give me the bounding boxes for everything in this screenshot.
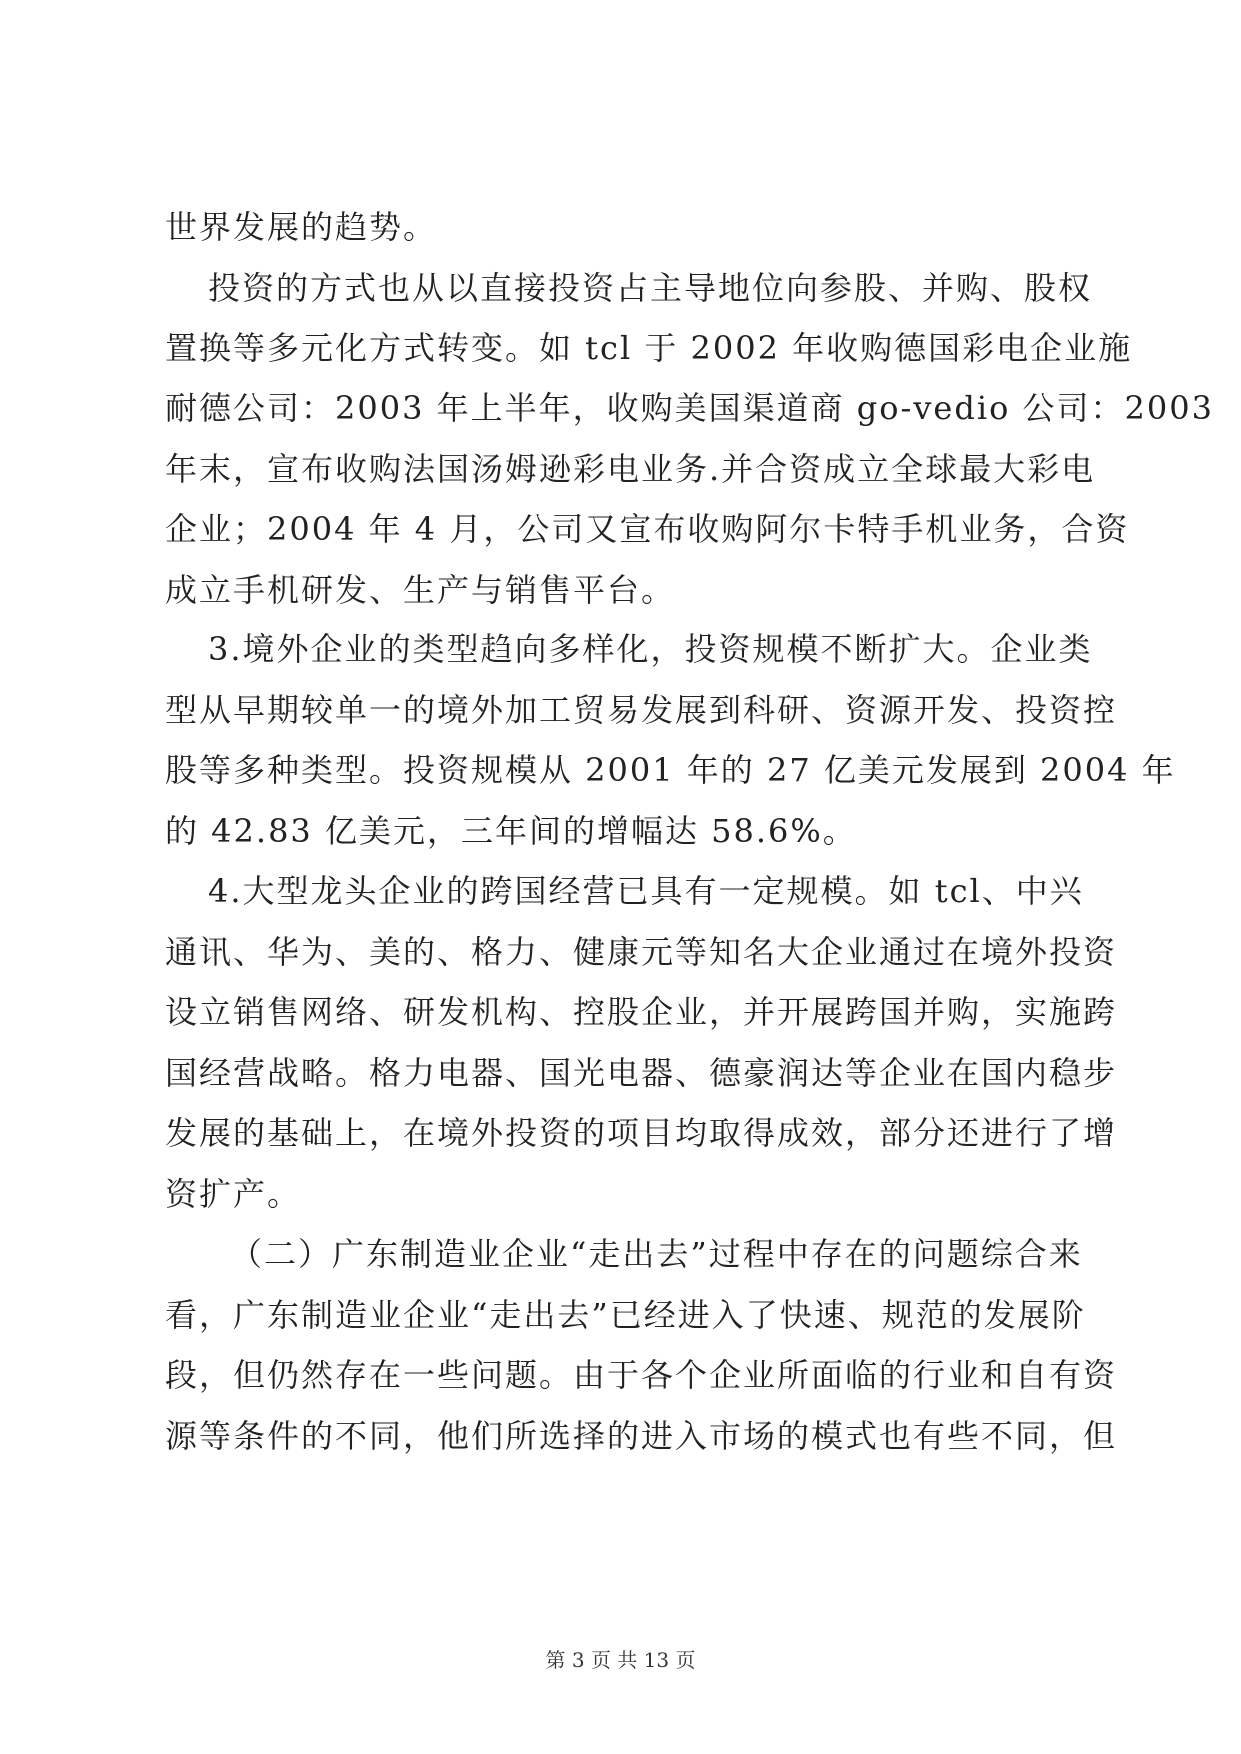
paragraph-first-line: 4.大型龙头企业的跨国经营已具有一定规模。如 tcl、中兴 — [208, 872, 1084, 910]
text-line: 国经营战略。格力电器、国光电器、德豪润达等企业在国内稳步 — [165, 1054, 1118, 1092]
text-line: 成立手机研发、生产与销售平台。 — [165, 571, 676, 609]
text-line: 企业；2004 年 4 月，公司又宣布收购阿尔卡特手机业务，合资 — [165, 510, 1130, 548]
text-line: 置换等多元化方式转变。如 tcl 于 2002 年收购德国彩电企业施 — [165, 329, 1133, 367]
text-line: 年末，宣布收购法国汤姆逊彩电业务.并合资成立全球最大彩电 — [165, 450, 1096, 488]
text-line: 资扩产。 — [165, 1175, 302, 1213]
text-line: 设立销售网络、研发机构、控股企业，并开展跨国并购，实施跨 — [165, 993, 1118, 1031]
text-line: 通讯、华为、美的、格力、健康元等知名大企业通过在境外投资 — [165, 933, 1118, 971]
text-line: 世界发展的趋势。 — [165, 208, 438, 246]
text-line: 耐德公司：2003 年上半年，收购美国渠道商 go-vedio 公司：2003 — [165, 389, 1214, 427]
paragraph-first-line: 投资的方式也从以直接投资占主导地位向参股、并购、股权 — [208, 269, 1093, 307]
text-line: 型从早期较单一的境外加工贸易发展到科研、资源开发、投资控 — [165, 691, 1118, 729]
text-line: 看，广东制造业企业“走出去”已经进入了快速、规范的发展阶 — [165, 1296, 1086, 1334]
text-line: 的 42.83 亿美元，三年间的增幅达 58.6%。 — [165, 812, 857, 850]
text-line: 发展的基础上，在境外投资的项目均取得成效，部分还进行了增 — [165, 1114, 1118, 1152]
paragraph-first-line: 3.境外企业的类型趋向多样化，投资规模不断扩大。企业类 — [208, 630, 1093, 668]
text-line: 源等条件的不同，他们所选择的进入市场的模式也有些不同，但 — [165, 1417, 1118, 1455]
text-line: 股等多种类型。投资规模从 2001 年的 27 亿美元发展到 2004 年 — [165, 751, 1176, 789]
text-line: 段，但仍然存在一些问题。由于各个企业所面临的行业和自有资 — [165, 1356, 1118, 1394]
page-footer: 第 3 页 共 13 页 — [545, 1648, 696, 1672]
section-heading-line: （二）广东制造业企业“走出去”过程中存在的问题综合来 — [230, 1235, 1083, 1273]
